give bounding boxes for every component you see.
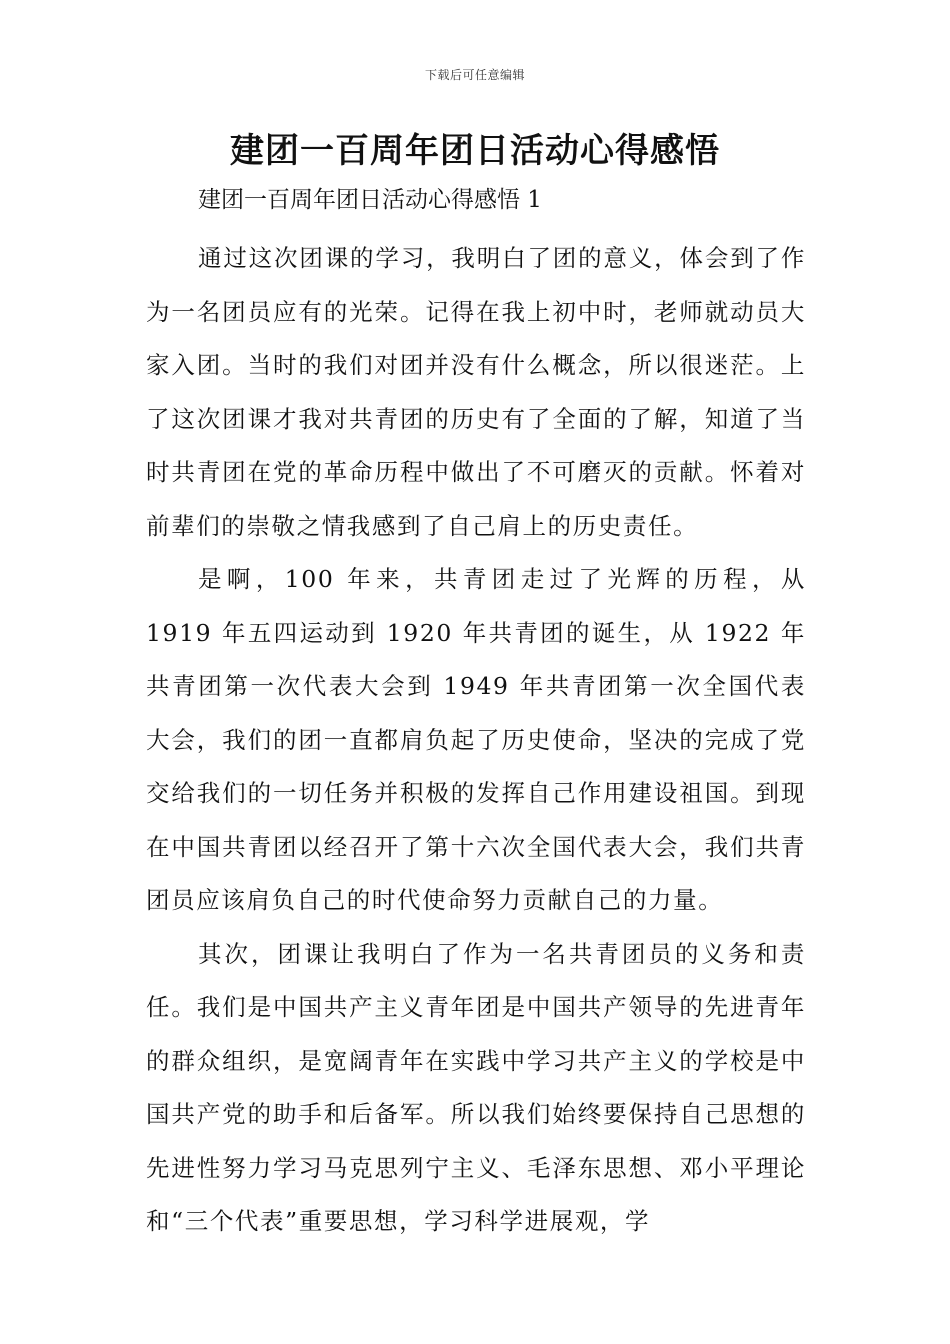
document-title: 建团一百周年团日活动心得感悟 (230, 131, 720, 171)
paragraph-1: 通过这次团课的学习，我明白了团的意义，体会到了作为一名团员应有的光荣。记得在我上初中时，老师就动员大家入团。当时的我们对团并没有什么概念，所以很迷茫。上了这次团课才我对共青团的历史有了全面的了解，知道了当时共青团在党的革命历程中做出了不可磨灭的贡献。怀着对前辈们的崇敬之情我感到了自己肩上的历史责任。 (146, 244, 806, 540)
document-body (146, 182, 806, 1249)
paragraph-3: 其次，团课让我明白了作为一名共青团员的义务和责任。我们是中国共产主义青年团是中国共产领导的先进青年的群众组织，是宽阔青年在实践中学习共产主义的学校是中国共产党的助手和后备军。所以我们始终要保持自己思想的先进性努力学习马克思列宁主义、毛泽东思想、邓小平理论和“三个代表”重要思想，学习科学进展观，学 (146, 939, 806, 1235)
paragraph-2: 是啊，100 年来，共青团走过了光辉的历程，从 1919 年五四运动到 1920 年共青团的诞生，从 1922 年共青团第一次代表大会到 1949 年共青团第一次全国代表大会，我们的团一直都肩负起了历史使命，坚决的完成了党交给我们的一切任务并积极的发挥自己作用建设祖国。到现在中国共青团以经召开了第十六次全国代表大会，我们共青团员应该肩负自己的时代使命努力贡献自己的力量。 (146, 565, 806, 914)
header-note: 下载后可任意编辑 (424, 68, 525, 82)
document-subtitle: 建团一百周年团日活动心得感悟 1 (198, 187, 542, 213)
